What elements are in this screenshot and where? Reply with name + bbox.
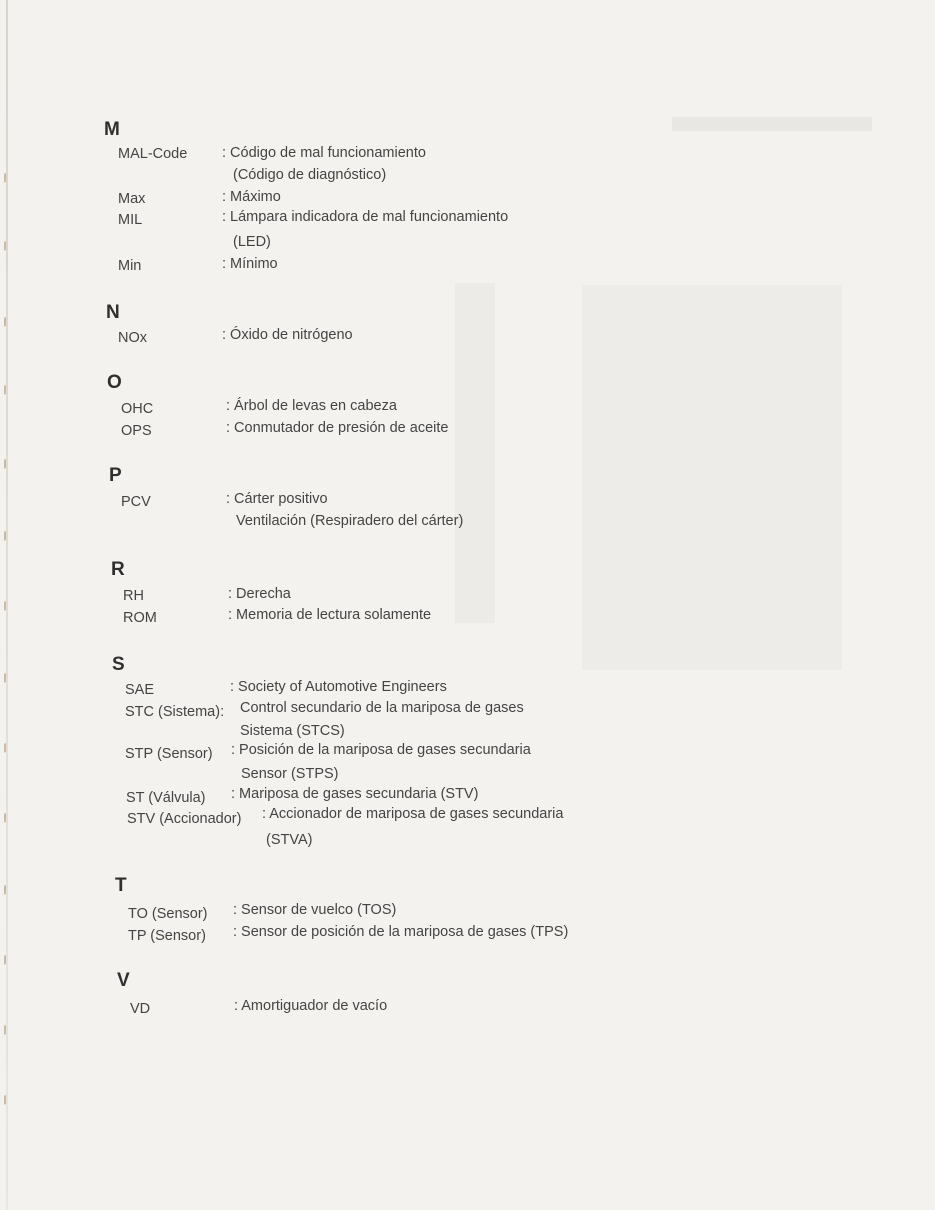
glossary-term: MAL-Code: [118, 146, 188, 162]
glossary-definition: : Lámpara indicadora de mal funcionamiento: [222, 209, 509, 225]
glossary-definition-cont: (STVA): [266, 832, 313, 848]
glossary-term: MIL: [118, 212, 143, 228]
glossary-term: OPS: [121, 423, 152, 439]
edge-mark: [4, 238, 12, 251]
section-letter-o: O: [107, 372, 122, 393]
glossary-term: VD: [130, 1001, 151, 1017]
edge-mark: [4, 314, 12, 327]
glossary-definition: : Conmutador de presión de aceite: [226, 420, 449, 436]
glossary-definition: : Óxido de nitrógeno: [222, 327, 353, 343]
glossary-definition: : Sensor de posición de la mariposa de gases (TPS): [233, 924, 569, 940]
section-letter-p: P: [109, 465, 122, 486]
edge-mark: [4, 528, 12, 541]
edge-mark: [4, 456, 12, 469]
glossary-definition: : Amortiguador de vacío: [234, 998, 388, 1014]
glossary-term: OHC: [121, 401, 154, 417]
edge-mark: [4, 952, 12, 965]
glossary-term: STV (Accionador): [127, 811, 242, 827]
bleed-through-header: [672, 117, 872, 131]
glossary-definition: : Accionador de mariposa de gases secundaria: [262, 806, 564, 822]
glossary-definition: : Memoria de lectura solamente: [228, 607, 432, 623]
glossary-term: TP (Sensor): [128, 928, 206, 944]
edge-mark: [4, 170, 12, 183]
glossary-definition: : Sensor de vuelco (TOS): [233, 902, 397, 918]
glossary-definition-cont: Sistema (STCS): [240, 723, 345, 739]
glossary-term: SAE: [125, 682, 155, 698]
glossary-term: Max: [118, 191, 146, 207]
edge-mark: [4, 382, 12, 395]
glossary-definition: : Mínimo: [222, 256, 278, 272]
glossary-definition: : Mariposa de gases secundaria (STV): [231, 786, 479, 802]
section-letter-n: N: [106, 302, 120, 323]
section-letter-r: R: [111, 559, 125, 580]
glossary-definition-cont: Sensor (STPS): [241, 766, 339, 782]
glossary-definition: : Society of Automotive Engineers: [230, 679, 447, 695]
edge-mark: [4, 810, 12, 823]
glossary-definition: : Posición de la mariposa de gases secundaria: [231, 742, 531, 758]
glossary-term: ST (Válvula): [126, 790, 206, 806]
glossary-definition-cont: Ventilación (Respiradero del cárter): [236, 513, 464, 529]
glossary-term: ROM: [123, 610, 157, 626]
bleed-through-box: [582, 285, 842, 670]
glossary-definition: : Cárter positivo: [226, 491, 328, 507]
glossary-term: NOx: [118, 330, 147, 346]
section-letter-t: T: [115, 875, 127, 896]
glossary-definition-cont: (Código de diagnóstico): [233, 167, 387, 183]
glossary-term: STP (Sensor): [125, 746, 213, 762]
glossary-term: TO (Sensor): [128, 906, 208, 922]
edge-mark: [4, 882, 12, 895]
glossary-term: RH: [123, 588, 144, 604]
glossary-term: Min: [118, 258, 142, 274]
section-letter-v: V: [117, 970, 130, 991]
glossary-definition: : Derecha: [228, 586, 291, 602]
section-letter-m: M: [104, 119, 120, 140]
glossary-definition: : Código de mal funcionamiento: [222, 145, 426, 161]
section-letter-s: S: [112, 654, 125, 675]
bleed-through-column: [455, 283, 495, 623]
glossary-term: PCV: [121, 494, 151, 510]
glossary-definition-cont: (LED): [233, 234, 271, 250]
edge-mark: [4, 670, 12, 683]
edge-mark: [4, 740, 12, 753]
glossary-term: STC (Sistema):: [125, 704, 225, 720]
edge-mark: [4, 1022, 12, 1035]
glossary-definition: : Máximo: [222, 189, 281, 205]
edge-mark: [4, 598, 12, 611]
glossary-definition: Control secundario de la mariposa de gases: [240, 700, 524, 716]
edge-mark: [4, 1092, 12, 1105]
glossary-definition: : Árbol de levas en cabeza: [226, 398, 397, 414]
